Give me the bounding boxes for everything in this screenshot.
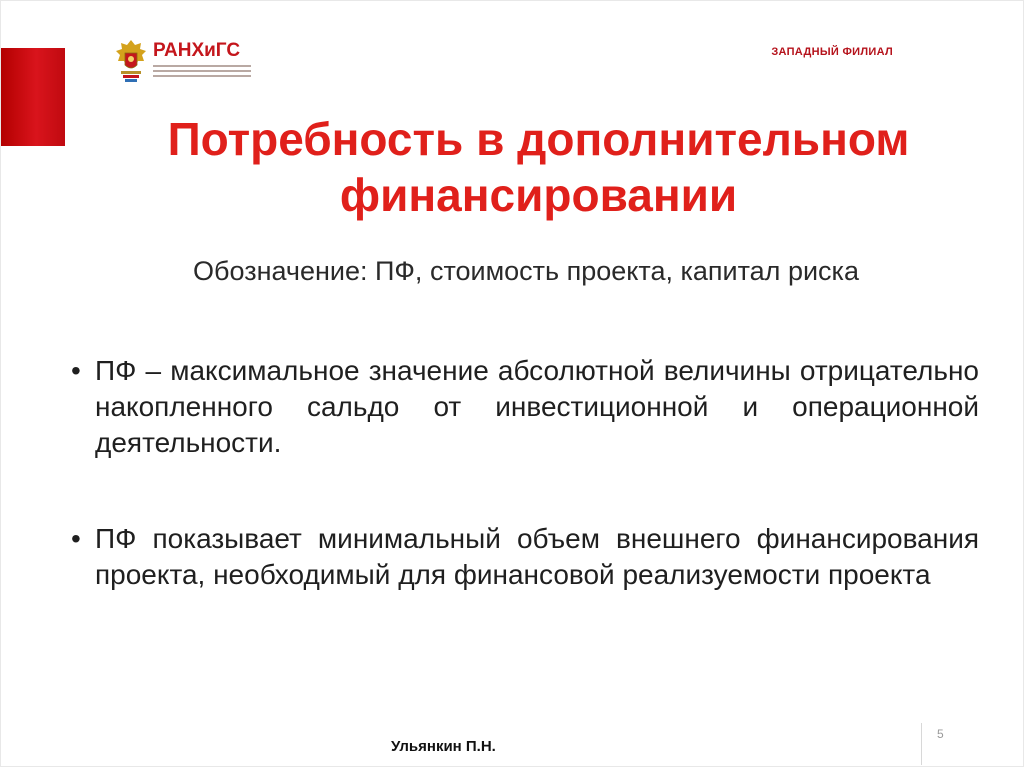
logo-subtitle-lines (153, 65, 251, 80)
slide-title (101, 111, 976, 223)
bullet-icon: • (71, 523, 81, 554)
red-accent-block (1, 48, 65, 146)
coat-of-arms-emblem-icon (113, 37, 149, 83)
slide-subtitle: Обозначение: ПФ, стоимость проекта, капитал риска (193, 256, 859, 286)
slide-title-line-2: финансировании (339, 169, 738, 221)
bullet-item (71, 353, 979, 461)
bullet-text: ПФ – максимальное значение абсолютной величины отрицательно накопленного сальдо от инвестиционной и операционной деятельности. (95, 355, 979, 458)
bullet-text: ПФ показывает минимальный объем внешнего финансирования проекта, необходимый для финансовой реализуемости проекта (95, 523, 979, 590)
logo-text: РАНХиГС (153, 40, 241, 61)
footer-divider (921, 723, 922, 765)
slide-title-line-1: Потребность в дополнительном (167, 113, 910, 165)
ranepa-logo (113, 37, 253, 83)
branch-label: ЗАПАДНЫЙ ФИЛИАЛ (771, 46, 893, 58)
bullet-icon: • (71, 355, 81, 386)
author-name: Ульянкин П.Н. (391, 738, 496, 755)
bullet-item (71, 521, 979, 593)
page-number: 5 (937, 727, 944, 741)
bullet-list (71, 353, 979, 593)
